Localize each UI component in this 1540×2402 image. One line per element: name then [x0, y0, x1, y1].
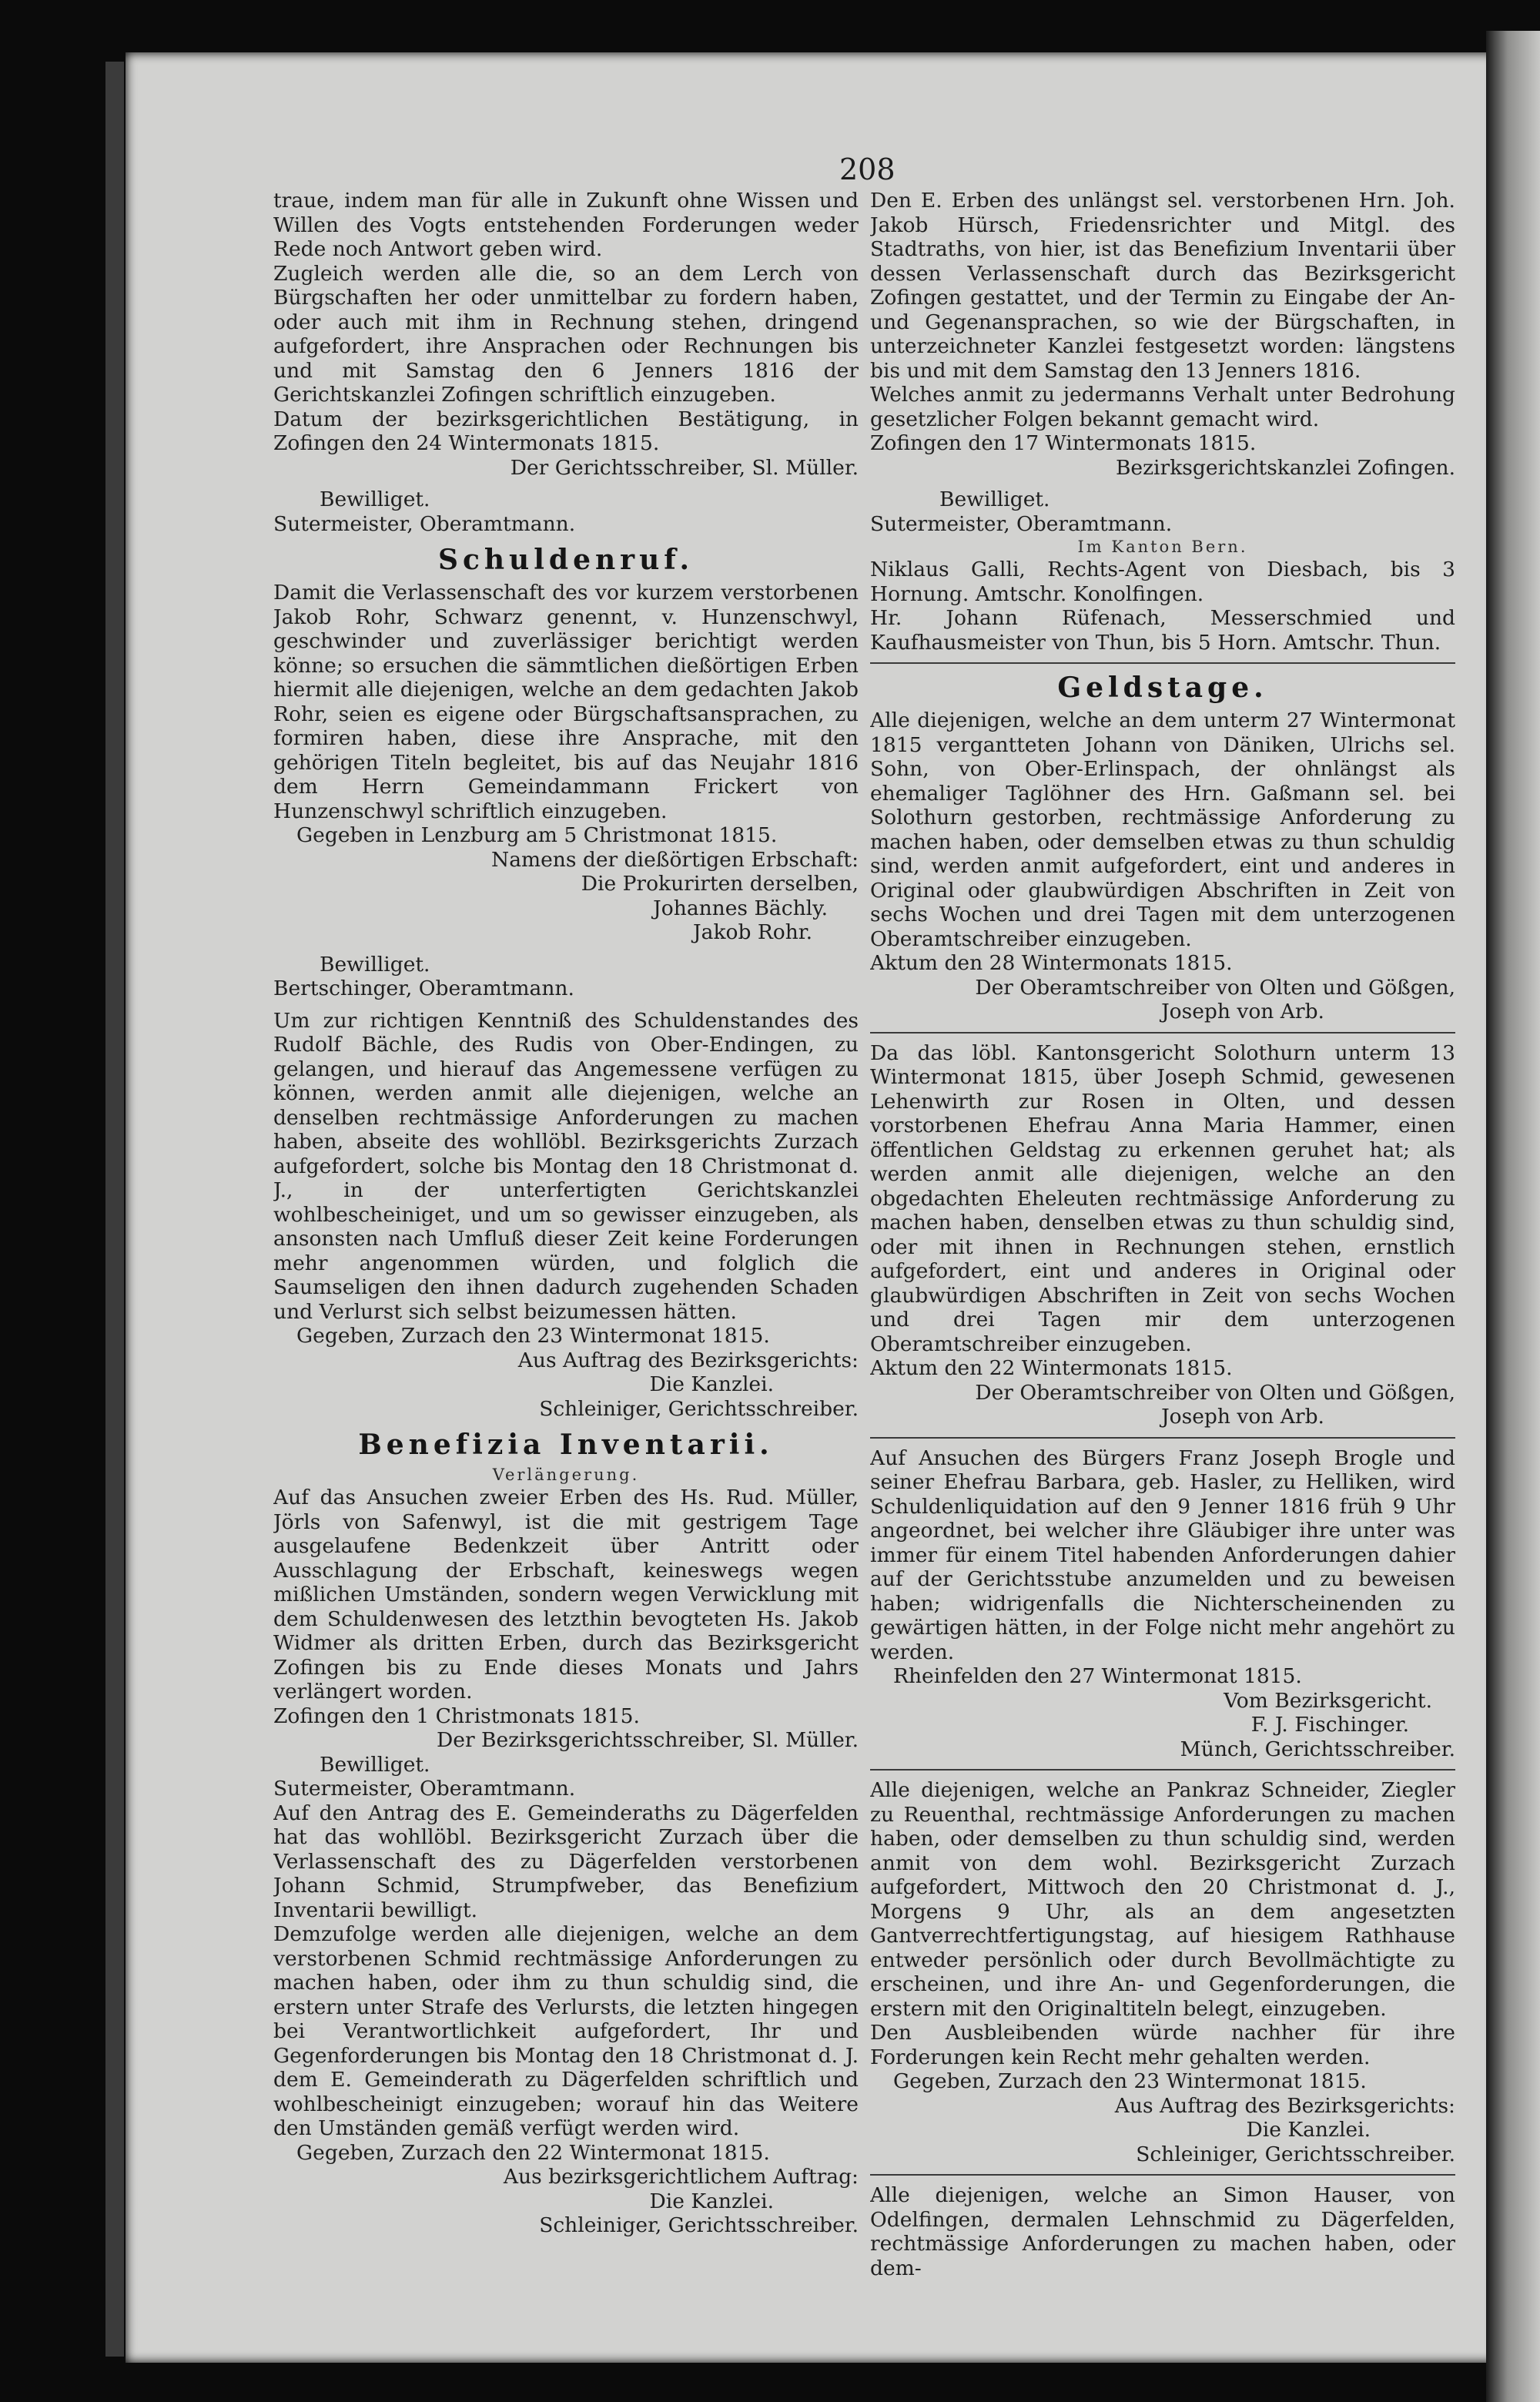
notice-signature: Aus Auftrag des Bezirksgerichts:: [517, 1348, 859, 1372]
page-number: 208: [839, 152, 896, 186]
notice-text: Den E. Erben des unlängst sel. verstorbenen Hrn. Joh. Jakob Hürsch, Friedensrichter und Mitgl. des Stadtraths, von hier, ist das Benefizium Inventarii über dessen Verlassenschaft durch das Bezirksgericht Zofingen gestattet, und der Termin zu Eingabe der An- und Gegenansprachen, so wie der Bürgschaften, in unterzeichneter Kanzlei festgesetzt worden: längstens bis und mit dem Samstag den 13 Jenners 1816.: [870, 189, 1455, 383]
notice-signature: Aus bezirksgerichtlichem Auftrag:: [503, 2165, 859, 2189]
notice-text: Alle diejenigen, welche an dem unterm 27 Wintermonat 1815 vergantteten Johann von Däniken, Ulrichs sel. Sohn, von Ober-Erlinspach, der ohnlängst als ehemaliger Taglöhner des Hrn. Gaßmann sel. bei Solothurn gestorben, rechtmässige Anforderung zu machen haben, oder demselben etwas zu thun schuldig sind, werden anmit aufgefordert, eint und anderes in Original oder glaubwürdigen Abschriften in Zeit von sechs Wochen und drei Tagen mit dem unterzogenen Oberamtschreiber einzugeben.: [870, 709, 1455, 951]
notice-text: Den Ausbleibenden würde nachher für ihre Forderungen kein Recht mehr gehalten werden.: [870, 2021, 1455, 2069]
listing-entry: Hr. Johann Rüfenach, Messerschmied und Kaufhausmeister von Thun, bis 5 Horn. Amtschr. Thun.: [870, 606, 1455, 655]
notice-signature: Namens der dießörtigen Erbschaft:: [491, 847, 859, 872]
notice-text: Da das löbl. Kantonsgericht Solothurn unterm 13 Wintermonat 1815, über Joseph Schmid, gewesenen Lehenwirth zur Rosen in Olten, und dessen vorstorbenen Ehefrau Anna Maria Hammer, einen öffentlichen Geldstag zu erkennen geruhet hat; als werden anmit alle diejenigen, welche an den obgedachten Eheleuten rechtmässige Anforderung zu machen haben, denselben etwas zu thun schuldig sind, oder mit ihnen in Rechnungen stehen, ernstlich aufgefordert, eint und anderes in Original oder glaubwürdigen Abschriften in Zeit von sechs Wochen und drei Tagen mir dem unterzogenen Oberamtschreiber einzugeben.: [870, 1040, 1455, 1356]
notice-text: Zugleich werden alle die, so an dem Lerch von Bürgschaften her oder unmittelbar zu fordern haben, oder auch mit ihm in Rechnung stehen, dringend aufgefordert, ihre Ansprachen oder Rechnungen bis und mit Samstag den 6 Jenners 1816 der Gerichtskanzlei Zofingen schriftlich einzugeben.: [273, 261, 859, 407]
notice-signature: Schleiniger, Gerichtsschreiber.: [539, 1396, 859, 1421]
canton-heading: Im Kanton Bern.: [1077, 538, 1248, 556]
notice-date: Gegeben, Zurzach den 22 Wintermonat 1815.: [296, 2140, 770, 2165]
notice-date: Datum der bezirksgerichtlichen Bestätigung, in Zofingen den 24 Wintermonats 1815.: [273, 407, 859, 455]
listing-entry: Niklaus Galli, Rechts-Agent von Diesbach, bis 3 Hornung. Amtschr. Konolfingen.: [870, 558, 1455, 606]
divider: [870, 662, 1455, 664]
divider: [870, 1032, 1455, 1033]
section-heading-schuldenruf: Schuldenruf.: [437, 544, 695, 576]
notice-date: Aktum den 22 Wintermonats 1815.: [870, 1356, 1233, 1380]
notice-date: Rheinfelden den 27 Wintermonat 1815.: [893, 1664, 1302, 1688]
notice-date: Gegeben, Zurzach den 23 Wintermonat 1815.: [893, 2069, 1367, 2093]
notice-date: Gegeben in Lenzburg am 5 Christmonat 1815.: [296, 823, 778, 847]
notice-signature: Schleiniger, Gerichtsschreiber.: [539, 2213, 859, 2237]
notice-text: Damit die Verlassenschaft des vor kurzem verstorbenen Jakob Rohr, Schwarz genennt, v. Hunzenschwyl, geschwinder und zuverlässiger berichtigt werden könne; so ersuchen die sämmtlichen dießörtigen Erben hiermit alle diejenigen, welche an dem gedachten Jakob Rohr, seien es eigene oder Bürgschaftsansprachen, zu formiren haben, diese ihre Ansprache, mit den gehörigen Titeln begleitet, bis auf das Neujahr 1816 dem Herrn Gemeindammann Frickert von Hunzenschwyl schriftlich einzugeben.: [273, 581, 859, 823]
notice-signature: Der Oberamtschreiber von Olten und Gößgen,: [975, 975, 1455, 1000]
notice-date: Gegeben, Zurzach den 23 Wintermonat 1815.: [296, 1324, 770, 1348]
divider: [870, 2174, 1455, 2176]
notice-signature: Münch, Gerichtsschreiber.: [1180, 1737, 1455, 1761]
notice-signature: Vom Bezirksgericht.: [1224, 1688, 1432, 1713]
notice-signature: Bezirksgerichtskanzlei Zofingen.: [1115, 455, 1455, 480]
notice-signature: Joseph von Arb.: [1161, 1405, 1324, 1429]
section-subheading: Verlängerung.: [492, 1466, 640, 1484]
notice-signature: Johannes Bächly.: [653, 896, 828, 920]
section-heading-benefizia: Benefizia Inventarii.: [358, 1429, 774, 1461]
page-edge: [1486, 31, 1540, 2402]
notice-text: Demzufolge werden alle diejenigen, welche an dem verstorbenen Schmid rechtmässige Anforderungen zu machen haben, oder ihm zu thun schuldig sind, die erstern unter Strafe des Verlursts, die letzten hingegen bei Verantwortlichkeit aufgefordert, Ihr und Gegenforderungen bis Montag den 18 Christmonat d. J. dem E. Gemeinderath zu Dägerfelden schriftlich und wohlbescheinigt einzugeben; worauf hin das Weitere den Umständen gemäß verfügt werden wird.: [273, 1922, 859, 2140]
approval-label: Bewilliget.: [320, 1752, 430, 1777]
approval-label: Bewilliget.: [320, 487, 430, 511]
left-column: [273, 189, 859, 2314]
notice-signature: F. J. Fischinger.: [1250, 1713, 1409, 1737]
approval-signature: Sutermeister, Oberamtmann.: [870, 511, 1173, 536]
notice-signature: Die Kanzlei.: [649, 1372, 774, 1396]
approval-label: Bewilliget.: [939, 487, 1050, 511]
notice-text: Alle diejenigen, welche an Simon Hauser, von Odelfingen, dermalen Lehnschmid zu Dägerfelden, rechtmässige Anforderungen zu machen haben, oder dem-: [870, 2183, 1455, 2280]
notice-signature: Aus Auftrag des Bezirksgerichts:: [1114, 2093, 1455, 2118]
notice-signature: Die Prokurirten derselben,: [581, 872, 859, 896]
notice-text: Alle diejenigen, welche an Pankraz Schneider, Ziegler zu Reuenthal, rechtmässige Anforderungen zu machen haben, oder demselben zu thun schuldig sind, werden anmit von dem wohl. Bezirksgericht Zurzach aufgefordert, Mittwoch den 20 Christmonat d. J., Morgens 9 Uhr, als an dem angesetzten Gantverrechtfertigungstag, auf hiesigem Rathhause entweder persönlich oder durch Bevollmächtigte zu erscheinen, und ihre An- und Gegenforderungen, die erstern mit den Originaltiteln belegt, einzugeben.: [870, 1778, 1455, 2021]
section-heading-geldstage: Geldstage.: [1057, 672, 1268, 704]
approval-signature: Bertschinger, Oberamtmann.: [273, 977, 574, 1000]
notice-date: Zofingen den 1 Christmonats 1815.: [273, 1704, 640, 1728]
approval-signature: Sutermeister, Oberamtmann.: [273, 511, 576, 536]
approval-label: Bewilliget.: [320, 952, 430, 977]
divider: [870, 1437, 1455, 1439]
notice-text: Auf das Ansuchen zweier Erben des Hs. Rud. Müller, Jörls von Safenwyl, ist die mit gestrigem Tage ausgelaufene Bedenkzeit über Antritt oder Ausschlagung der Erbschaft, keineswegs wegen mißlichen Umständen, sondern wegen Verwicklung mit dem Schuldenwesen des letzthin bevogteten Hs. Jakob Widmer als dritten Erben, durch das Bezirksgericht Zofingen bis zu Ende dieses Monats und Jahrs verlängert worden.: [273, 1486, 859, 1704]
notice-signature: Der Bezirksgerichtsschreiber, Sl. Müller.: [437, 1728, 859, 1752]
notice-signature: Der Gerichtsschreiber, Sl. Müller.: [510, 455, 859, 480]
notice-signature: Der Oberamtschreiber von Olten und Gößgen,: [975, 1380, 1455, 1405]
notice-date: Zofingen den 17 Wintermonats 1815.: [870, 431, 1257, 455]
notice-signature: Jakob Rohr.: [693, 920, 812, 944]
notice-text: Welches anmit zu jedermanns Verhalt unter Bedrohung gesetzlicher Folgen bekannt gemacht wird.: [870, 383, 1455, 431]
binding-strip: [105, 62, 124, 2357]
notice-signature: Die Kanzlei.: [649, 2189, 774, 2213]
notice-text: Um zur richtigen Kenntniß des Schuldenstandes des Rudolf Bächle, des Rudis von Ober-Endingen, zu gelangen, und hierauf das Angemessene verfügen zu können, werden anmit alle diejenigen, welche an denselben rechtmässige Anforderungen zu machen haben, abseite des wohllöbl. Bezirksgerichts Zurzach aufgefordert, solche bis Montag den 18 Christmonat d. J., in der unterfertigten Gerichtskanzlei wohlbescheiniget, und um so gewisser einzugeben, als ansonsten nach Umfluß dieser Zeit keine Forderungen mehr angenommen würden, und folglich die Saumseligen den ihnen dadurch zugehenden Schaden und Verlurst sich selbst beizumessen hätten.: [273, 1008, 859, 1324]
notice-text: Auf Ansuchen des Bürgers Franz Joseph Brogle und seiner Ehefrau Barbara, geb. Hasler, zu Helliken, wird Schuldenliquidation auf den 9 Jenner 1816 früh 9 Uhr angeordnet, bei welcher ihre Gläubiger ihre unter was immer für einem Titel habenden Anforderungen dahier auf der Gerichtsstube anzumelden und zu beweisen haben; widrigenfalls die Nichterscheinenden zu gewärtigen hätten, in der Folge nicht mehr angehört zu werden.: [870, 1446, 1455, 1664]
right-column: [870, 189, 1455, 2314]
divider: [870, 1769, 1455, 1771]
notice-text: Auf den Antrag des E. Gemeinderaths zu Dägerfelden hat das wohllöbl. Bezirksgericht Zurzach über die Verlassenschaft des zu Dägerfelden verstorbenen Johann Schmid, Strumpfweber, das Benefizium Inventarii bewilligt.: [273, 1801, 859, 1922]
notice-date: Aktum den 28 Wintermonats 1815.: [870, 951, 1233, 975]
approval-signature: Sutermeister, Oberamtmann.: [273, 1777, 576, 1801]
notice-text: traue, indem man für alle in Zukunft ohne Wissen und Willen des Vogts entstehenden Forderungen weder Rede noch Antwort geben wird.: [273, 189, 859, 261]
notice-signature: Die Kanzlei.: [1246, 2118, 1371, 2142]
notice-signature: Joseph von Arb.: [1161, 1000, 1324, 1023]
notice-signature: Schleiniger, Gerichtsschreiber.: [1136, 2142, 1455, 2166]
